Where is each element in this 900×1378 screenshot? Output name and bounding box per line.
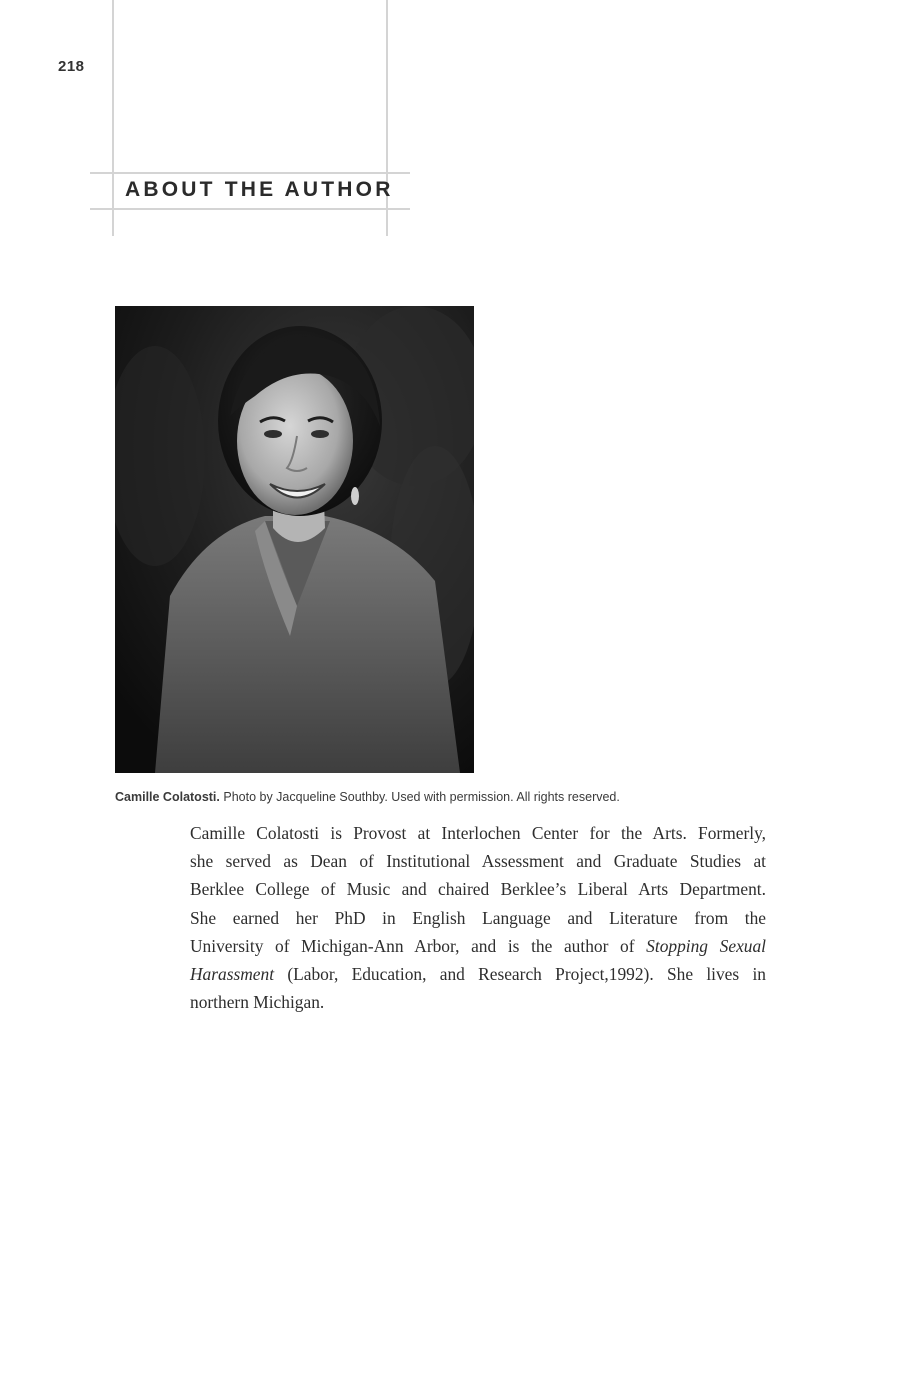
crop-mark-top (90, 172, 410, 174)
bio-line (190, 960, 766, 988)
bio-line: Camille Colatosti is Provost at Interlochen Center for the Arts. Formerly, (190, 823, 766, 843)
page-number: 218 (58, 58, 85, 75)
caption-credit: Photo by Jacqueline Southby. Used with permission. All rights reserved. (219, 790, 620, 804)
bio-line: Berklee College of Music and chaired Berklee’s Liberal Arts Department. (190, 879, 766, 900)
caption-author-name: Camille Colatosti. (115, 790, 220, 804)
crop-mark-bottom (90, 208, 410, 210)
bio-text: (Labor, Education, and Research Project,1992). She lives in (274, 964, 766, 985)
book-title: Harassment (190, 964, 275, 985)
bio-text: University of Michigan-Ann Arbor, and is the author of (190, 935, 647, 956)
bio-line: She earned her PhD in English Language and Literature from the (190, 907, 766, 928)
book-title: Stopping Sexual (646, 935, 767, 956)
section-heading: ABOUT THE AUTHOR (125, 178, 394, 201)
author-portrait-photo (115, 306, 474, 773)
bio-line: northern Michigan. (190, 992, 325, 1013)
crop-mark-left (112, 0, 114, 236)
bio-line (190, 932, 766, 960)
author-bio (190, 819, 766, 1016)
photo-caption (115, 790, 620, 804)
bio-line: she served as Dean of Institutional Assessment and Graduate Studies at (190, 851, 766, 872)
